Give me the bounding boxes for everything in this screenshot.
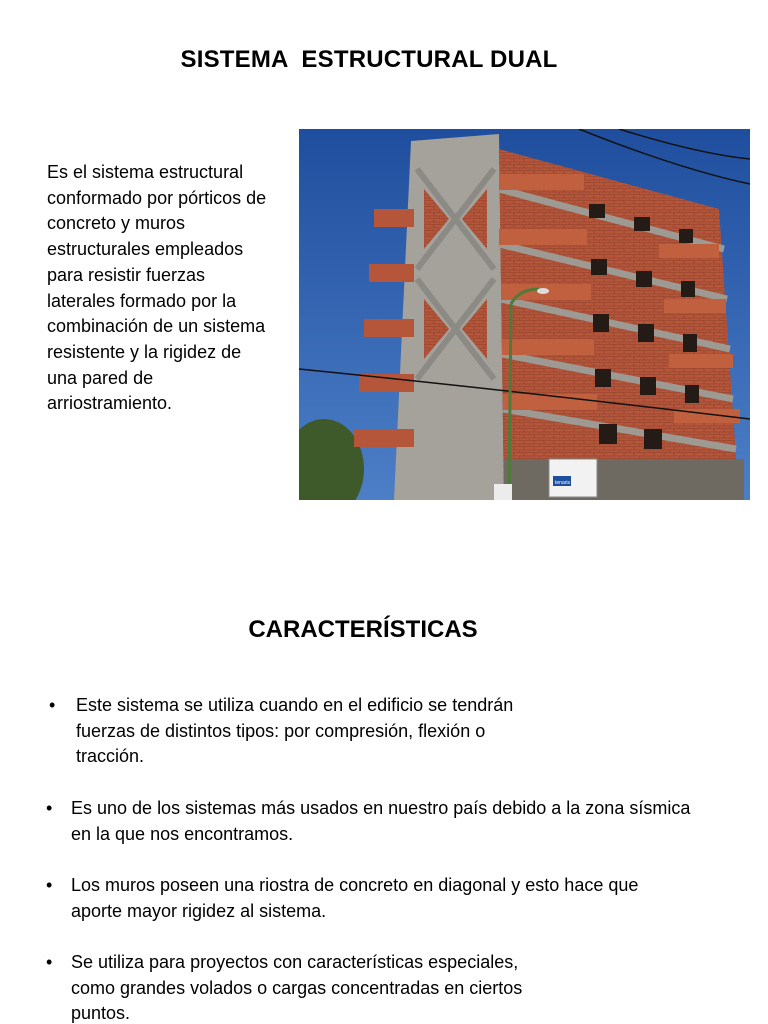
page-title: SISTEMA ESTRUCTURAL DUAL <box>180 46 558 73</box>
list-item-text: Este sistema se utiliza cuando en el edificio se tendrán fuerzas de distintos tipos: por compresión, flexión o tracción. <box>76 695 514 766</box>
list-item-text: Los muros poseen una riostra de concreto en diagonal y esto hace que aporte mayor rigidez al sistema. <box>71 875 639 921</box>
list-item <box>46 796 691 847</box>
bullet-marker: • <box>49 695 56 715</box>
section-title: CARACTERÍSTICAS <box>248 616 478 643</box>
intro-paragraph: Es el sistema estructural conformado por pórticos de concreto y muros estructurales empleados para resistir fuerzas laterales formado por la combinación de un sistema resistente y la rigidez de una pared de arriostramiento. <box>47 162 267 414</box>
sign-logo-text: tenaris <box>555 480 571 486</box>
bullet-marker: • <box>46 798 53 818</box>
building-photo <box>299 129 750 500</box>
list-item <box>46 950 523 1024</box>
list-item <box>46 873 639 924</box>
bullet-marker: • <box>46 952 53 972</box>
list-item-text: Es uno de los sistemas más usados en nuestro país debido a la zona sísmica en la que nos encontramos. <box>71 798 691 844</box>
list-item <box>49 693 514 770</box>
bullet-marker: • <box>46 875 53 895</box>
list-item-text: Se utiliza para proyectos con características especiales, como grandes volados o cargas concentradas en ciertos puntos. <box>71 952 523 1023</box>
